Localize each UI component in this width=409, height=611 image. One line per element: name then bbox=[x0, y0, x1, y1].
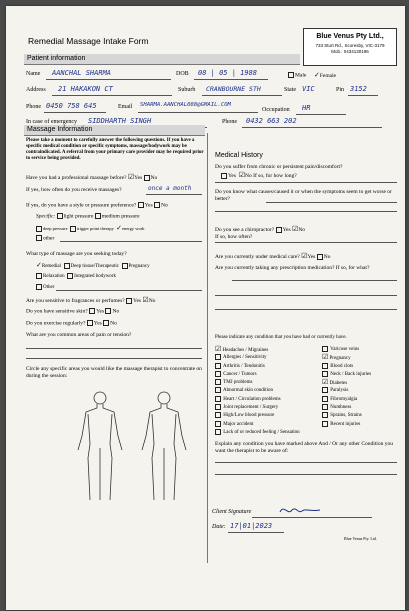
checkbox-icon bbox=[322, 396, 328, 402]
occupation-field[interactable]: HR bbox=[302, 104, 311, 112]
q-circle-areas: Circle any specific areas you would like the massage therapist to concentrate on during the session: bbox=[26, 366, 202, 379]
checkbox-icon bbox=[215, 363, 221, 369]
check-icon: ☑ bbox=[238, 171, 246, 179]
condition-label: Major accident bbox=[223, 421, 254, 427]
checkbox-icon bbox=[215, 387, 221, 393]
conditions-right-list bbox=[322, 346, 402, 429]
condition-item[interactable] bbox=[322, 396, 402, 404]
condition-item[interactable] bbox=[215, 421, 319, 429]
checkbox-icon bbox=[322, 371, 328, 377]
name-label: Name bbox=[26, 71, 41, 77]
form-title: Remedial Massage Intake Form bbox=[28, 36, 149, 46]
client-signature[interactable] bbox=[276, 502, 326, 518]
condition-item[interactable] bbox=[215, 387, 319, 395]
condition-label: Joint replacement / Surgery bbox=[223, 405, 279, 411]
condition-item[interactable] bbox=[322, 371, 402, 379]
condition-item[interactable] bbox=[215, 379, 319, 387]
patient-section-header: Patient information bbox=[24, 54, 300, 65]
condition-item[interactable] bbox=[215, 363, 319, 371]
checkbox-icon bbox=[215, 396, 221, 402]
q-worse-better: Do you know what causes/caused it or when the symptoms seem to get worse or better? bbox=[215, 189, 392, 202]
condition-item[interactable] bbox=[215, 404, 319, 412]
massage-section-header: Massage Information bbox=[24, 125, 205, 136]
condition-label: Lack of or reduced feeling / Sensation bbox=[223, 430, 300, 436]
massage-type-other: Other bbox=[36, 284, 54, 291]
massage-type-row-1: ✓Remedial Deep tissue/Therapeutic Pregnancy bbox=[36, 261, 150, 269]
condition-label: Pregnancy bbox=[329, 356, 351, 362]
q-sensitive-skin: Do you have sensitive skin? Yes No bbox=[26, 308, 120, 315]
chiro-how-often: If so, how often? bbox=[215, 234, 253, 240]
condition-label: Paralysis bbox=[330, 388, 349, 394]
female-check-icon: ✓ bbox=[314, 71, 320, 79]
email-label: Email bbox=[118, 104, 133, 110]
state-field[interactable]: VIC bbox=[302, 85, 315, 93]
check-icon: ☑ bbox=[142, 296, 149, 304]
checkbox-icon bbox=[215, 379, 221, 385]
body-back-icon bbox=[142, 392, 186, 500]
suburb-field[interactable]: CRANBOURNE STH bbox=[206, 85, 261, 93]
condition-label: Recent injuries bbox=[330, 421, 361, 427]
massage-type-row-2: Relaxation Integrated bodywork bbox=[36, 273, 116, 280]
emergency-label: In case of emergency bbox=[26, 119, 78, 125]
female-option[interactable]: ✓Female bbox=[314, 71, 337, 79]
dob-label: DOB bbox=[176, 71, 189, 77]
male-option[interactable]: Male bbox=[288, 72, 306, 79]
body-front-icon bbox=[78, 392, 122, 500]
q-massage-type: What type of massage are you seeking today? bbox=[26, 251, 127, 257]
q-exercise: Do you exercise regularly? Yes No bbox=[26, 320, 117, 327]
dob-field[interactable]: 08 | 05 | 1988 bbox=[198, 69, 258, 77]
condition-label: Neck / Back injuries bbox=[330, 372, 372, 378]
condition-label: Abnormal skin condition bbox=[222, 388, 273, 394]
date-field[interactable]: 17|01|2023 bbox=[230, 522, 273, 530]
condition-item[interactable] bbox=[215, 412, 319, 420]
condition-label: Varicose veins bbox=[330, 347, 360, 353]
footer-company: Blue Venus Pty. Ltd. bbox=[344, 536, 377, 541]
emergency-field[interactable]: SIDDHARTH SINGH bbox=[88, 117, 152, 125]
checkbox-icon bbox=[215, 404, 221, 410]
company-name: Blue Venus Pty Ltd., bbox=[316, 33, 384, 40]
condition-label: Headaches / Migraines bbox=[222, 348, 269, 353]
q-fragrance: Are you sensitive to fragrances or perfumes? Yes ☑No bbox=[26, 296, 156, 304]
body-diagram[interactable] bbox=[66, 388, 196, 506]
condition-item[interactable] bbox=[215, 354, 319, 362]
phone-label: Phone bbox=[26, 104, 41, 110]
name-field[interactable]: AANCHAL SHARMA bbox=[52, 69, 112, 77]
address-field[interactable]: 21 HAKAKON CT bbox=[58, 85, 113, 93]
condition-label: High/Low blood pressure bbox=[223, 413, 275, 419]
q-style-preference: If yes, do you have a style or pressure preference? Yes No bbox=[26, 202, 168, 209]
condition-item[interactable] bbox=[322, 379, 402, 387]
condition-label: Sprains, Strains bbox=[330, 413, 362, 419]
pin-field[interactable]: 3152 bbox=[350, 85, 367, 93]
suburb-label: Suburb bbox=[178, 87, 196, 93]
company-box bbox=[303, 28, 397, 66]
condition-label: Heart / Circulation problems bbox=[223, 396, 281, 402]
pressure-other-option: other bbox=[36, 235, 54, 242]
chronic-pain-options: Yes ☑No If so, for how long? bbox=[221, 172, 297, 180]
medical-section-header: Medical History bbox=[215, 152, 263, 159]
pressure-options-row: deep pressure trigger point therapy ✓energy work bbox=[36, 224, 145, 232]
condition-item[interactable] bbox=[215, 346, 319, 354]
q-chiropractor: Do you see a chiropractor? Yes ☑No bbox=[215, 225, 306, 233]
intake-form-page bbox=[6, 6, 405, 610]
q-explain-conditions: Explain any condition you have marked above And / Or any other Condition you want the therapist to be aware of: bbox=[215, 441, 393, 454]
check-icon: ☑ bbox=[322, 353, 329, 362]
condition-label: Fibromyalgia bbox=[330, 396, 358, 402]
check-icon: ☑ bbox=[215, 345, 222, 353]
condition-label: Blood clots bbox=[330, 363, 354, 369]
condition-item[interactable] bbox=[322, 387, 402, 395]
condition-label: Allergies / Sensitivity bbox=[222, 355, 267, 361]
condition-label: TMJ problems bbox=[223, 380, 253, 386]
q-how-often: If yes, how often do you receive massages? bbox=[26, 187, 122, 193]
check-icon: ✓ bbox=[36, 261, 42, 269]
checkbox-icon bbox=[322, 363, 328, 369]
company-address: 733 Sturt Rd., Scoresby, VIC-3179 bbox=[315, 43, 385, 48]
condition-label: Arthritis / Tendonitis bbox=[222, 363, 265, 369]
company-mobile: Mob.: 0434130196 bbox=[331, 49, 369, 54]
checkbox-icon bbox=[322, 387, 328, 393]
address-label: Address bbox=[26, 87, 46, 93]
checkbox-icon bbox=[322, 404, 328, 410]
state-label: State bbox=[284, 87, 296, 93]
condition-label: Numbness bbox=[330, 405, 352, 411]
emergency-phone-field[interactable]: 0432 663 202 bbox=[246, 117, 297, 125]
checkbox-icon bbox=[215, 421, 221, 427]
check-icon: ☑ bbox=[127, 173, 135, 181]
condition-item[interactable] bbox=[322, 363, 402, 371]
condition-item[interactable] bbox=[322, 404, 402, 412]
q-professional-massage: Have you had a professional massage before? ☑Yes No bbox=[26, 173, 158, 181]
condition-item[interactable] bbox=[215, 429, 319, 437]
check-icon: ✓ bbox=[116, 224, 122, 232]
condition-item[interactable] bbox=[215, 396, 319, 404]
massage-notice: Please take a moment to carefully answer the following questions. If you have a specific medical condition or specific symptoms, massage/bodywork may be contraindicated. A referral from your primary care provider may be required prior to service being provided. bbox=[26, 138, 204, 161]
condition-item[interactable] bbox=[322, 346, 402, 354]
q-conditions: Please indicate any condition that you have had or currently have. bbox=[215, 335, 347, 340]
checkbox-icon bbox=[322, 412, 328, 418]
pin-label: Pin bbox=[336, 87, 345, 93]
email-field[interactable]: SHARMA.AANCHAL088@GMAIL.COM bbox=[140, 102, 231, 108]
how-often-field[interactable]: once a month bbox=[148, 185, 192, 192]
condition-item[interactable] bbox=[215, 371, 319, 379]
emergency-phone-label: Phone bbox=[222, 119, 237, 125]
date-label: Date: bbox=[212, 524, 226, 530]
checkbox-icon bbox=[215, 429, 221, 435]
specific-pressure-row: Specific: light pressure medium pressure bbox=[36, 213, 140, 220]
checkbox-icon bbox=[215, 412, 221, 418]
condition-label: Cancer / Tumors bbox=[223, 372, 257, 378]
check-icon: ☑ bbox=[292, 225, 299, 233]
signature-label: Client Signature bbox=[212, 509, 252, 515]
checkbox-icon bbox=[322, 421, 328, 427]
checkbox-icon bbox=[215, 354, 221, 360]
check-icon: ☑ bbox=[322, 378, 329, 387]
condition-item[interactable] bbox=[322, 421, 402, 429]
checkbox-icon bbox=[215, 371, 221, 377]
condition-label: Diabetes bbox=[329, 381, 348, 387]
condition-item[interactable] bbox=[322, 354, 402, 362]
q-prescription: Are you currently taking any prescription medication? If so, for what? bbox=[215, 265, 370, 271]
q-medical-care: Are you currently under medical care? ☑Yes No bbox=[215, 252, 331, 260]
condition-item[interactable] bbox=[322, 412, 402, 420]
phone-field[interactable]: 0450 758 645 bbox=[46, 102, 97, 110]
q-pain-areas: What are you common areas of pain or tension? bbox=[26, 332, 132, 338]
q-chronic-pain: Do you suffer from chronic or persistent pain/discomfort? bbox=[215, 164, 343, 170]
check-icon: ☑ bbox=[301, 252, 308, 260]
checkbox-icon bbox=[322, 346, 328, 352]
occupation-label: Occupation bbox=[262, 107, 290, 113]
conditions-left-list bbox=[215, 346, 319, 437]
